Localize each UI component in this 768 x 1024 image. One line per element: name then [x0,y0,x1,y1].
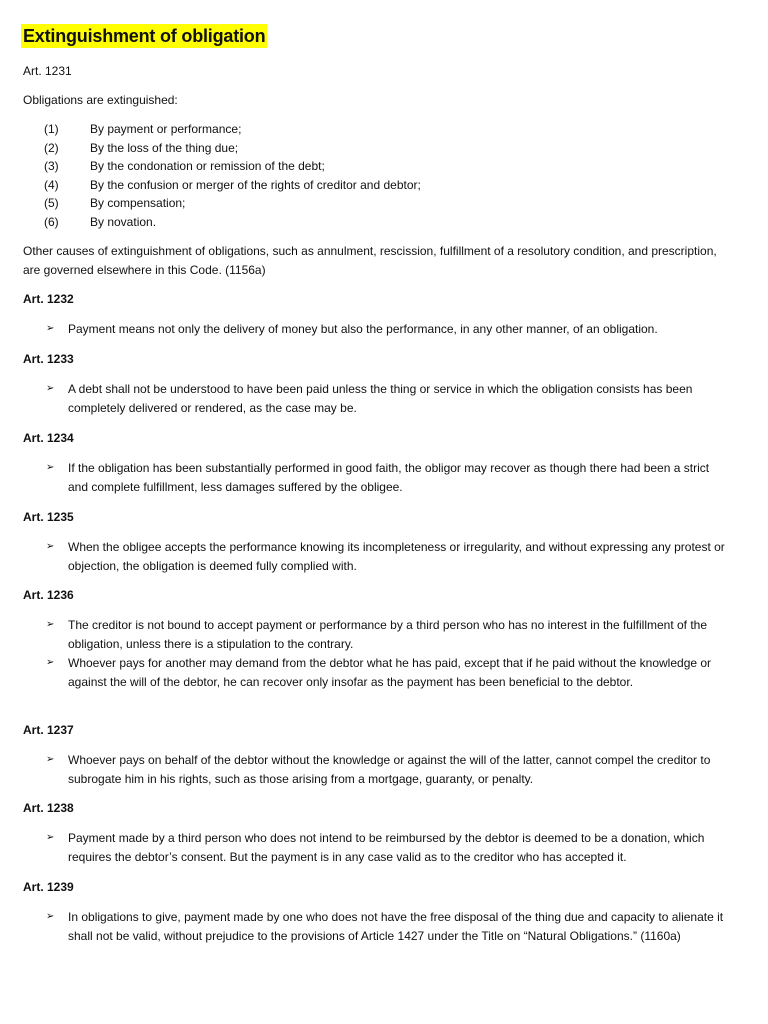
list-item-number: (3) [44,159,59,174]
arrow-bullet-icon: ➢ [46,619,55,630]
article-heading-1236: Art. 1236 [23,588,74,602]
article-heading-1239: Art. 1239 [23,880,74,894]
arrow-bullet-icon: ➢ [46,462,55,473]
article-bullet [46,380,726,418]
article-bullet [46,829,726,867]
bullet-text: Payment made by a third person who does not intend to be reimbursed by the debtor is deemed to be a donation, which requires the debtor’s consent. But the payment is in any case valid as to the creditor who has accepted it. [68,831,705,864]
bullet-text: Payment means not only the delivery of money but also the performance, in any other manner, of an obligation. [68,322,658,336]
arrow-bullet-icon: ➢ [46,323,55,334]
bullet-text: In obligations to give, payment made by one who does not have the free disposal of the thing due and capacity to alienate it shall not be valid, without prejudice to the provisions of Article 1427 under the Title on “Natural Obligations.” (1160a) [68,910,724,943]
article-bullet [46,538,726,576]
bullet-text: The creditor is not bound to accept payment or performance by a third person who has no interest in the fulfillment of the obligation, unless there is a stipulation to the contrary. [68,618,708,651]
article-heading-1234: Art. 1234 [23,431,74,445]
arrow-bullet-icon: ➢ [46,657,55,668]
article-bullet [46,654,726,692]
article-bullet [46,320,726,339]
arrow-bullet-icon: ➢ [46,541,55,552]
list-item-text: By compensation; [90,196,186,211]
list-item-text: By novation. [90,214,157,229]
list-item-text: By payment or performance; [90,122,242,136]
article-heading-1235: Art. 1235 [23,510,74,524]
arrow-bullet-icon: ➢ [46,832,55,843]
list-item-number: (6) [44,214,59,229]
article-bullet [46,459,726,497]
arrow-bullet-icon: ➢ [46,754,55,765]
list-item-number: (5) [44,196,59,211]
article-heading-1232: Art. 1232 [23,292,74,306]
article-intro: Obligations are extinguished: [23,93,178,107]
article-heading-1233: Art. 1233 [23,352,74,366]
list-item-text: By the confusion or merger of the rights of creditor and debtor; [90,177,421,192]
bullet-text: A debt shall not be understood to have been paid unless the thing or service in which the obligation consists has been completely delivered or rendered, as the case may be. [68,382,693,415]
article-heading-1237: Art. 1237 [23,723,74,737]
list-item-text: By the condonation or remission of the debt; [90,159,325,174]
arrow-bullet-icon: ➢ [46,911,55,922]
bullet-text: Whoever pays on behalf of the debtor without the knowledge or against the will of the latter, cannot compel the creditor to subrogate him in his rights, such as those arising from a mortgage, guaranty, or penalty. [68,753,711,786]
bullet-text: When the obligee accepts the performance knowing its incompleteness or irregularity, and without expressing any protest or objection, the obligation is deemed fully complied with. [68,540,725,573]
list-item-number: (4) [44,177,59,192]
article-heading-1231: Art. 1231 [23,64,72,78]
article-bullet [46,751,726,789]
article-heading-1238: Art. 1238 [23,801,74,815]
bullet-text: Whoever pays for another may demand from the debtor what he has paid, except that if he paid without the knowledge or against the will of the debtor, he can recover only insofar as the payment has been beneficial to the debtor. [68,656,712,689]
arrow-bullet-icon: ➢ [46,383,55,394]
list-item-text: By the loss of the thing due; [90,140,239,155]
article-bullet [46,908,726,946]
closing-paragraph: Other causes of extinguishment of obligations, such as annulment, rescission, fulfillment of a resolutory condition, and prescription, are governed elsewhere in this Code. (1156a) [23,244,717,277]
bullet-text: If the obligation has been substantially performed in good faith, the obligor may recover as though there had been a strict and complete fulfillment, less damages suffered by the obligee. [68,461,710,494]
list-item-number: (2) [44,140,59,155]
article-bullet [46,616,726,654]
list-item-number: (1) [44,122,59,136]
document-title: Extinguishment of obligation [23,26,266,46]
